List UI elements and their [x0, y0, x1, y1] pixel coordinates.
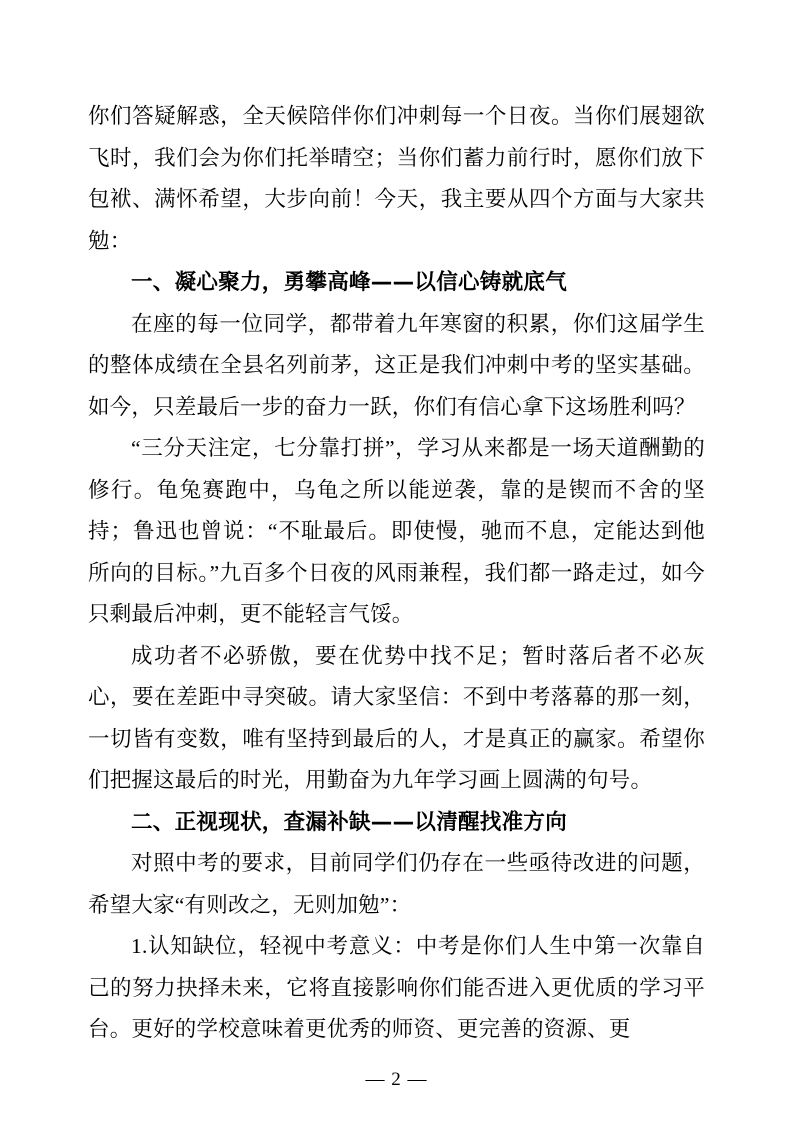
- page-number: — 2 —: [365, 1068, 428, 1090]
- paragraph: “三分天注定，七分靠打拼”，学习从来都是一场天道酬勤的修行。龟兔赛跑中，乌龟之所以能逆袭，靠的是锲而不舍的坚持；鲁迅也曾说：“不耻最后。即使慢，驰而不息，定能达到他所向的目标。”九百多个日夜的风雨兼程，我们都一路走过，如今只剩最后冲刺，更不能轻言气馁。: [88, 436, 705, 626]
- document-body: [88, 96, 705, 1051]
- paragraph: 在座的每一位同学，都带着九年寒窗的积累，你们这届学生的整体成绩在全县名列前茅，这正是我们冲刺中考的坚实基础。如今，只差最后一步的奋力一跃，你们有信心拿下这场胜利吗？: [88, 311, 705, 419]
- paragraph: 对照中考的要求，目前同学们仍存在一些亟待改进的问题，希望大家“有则改之，无则加勉”：: [88, 851, 705, 917]
- paragraph: 成功者不必骄傲，要在优势中找不足；暂时落后者不必灰心，要在差距中寻突破。请大家坚信：不到中考落幕的那一刻，一切皆有变数，唯有坚持到最后的人，才是真正的赢家。希望你们把握这最后的时光，用勤奋为九年学习画上圆满的句号。: [88, 643, 705, 792]
- section-heading-two: 二、正视现状，查漏补缺——以清醒找准方向: [131, 809, 568, 835]
- section-heading-one: 一、凝心聚力，勇攀高峰——以信心铸就底气: [131, 270, 568, 295]
- paragraph-continuation: 你们答疑解惑，全天候陪伴你们冲刺每一个日夜。当你们展翅欲飞时，我们会为你们托举晴空；当你们蓄力前行时，愿你们放下包袱、满怀希望，大步向前！今天，我主要从四个方面与大家共勉：: [88, 104, 705, 253]
- paragraph-list-item: 1.认知缺位，轻视中考意义：中考是你们人生中第一次靠自己的努力抉择未来，它将直接影响你们能否进入更优质的学习平台。更好的学校意味着更优秀的师资、更完善的资源、更: [88, 934, 705, 1041]
